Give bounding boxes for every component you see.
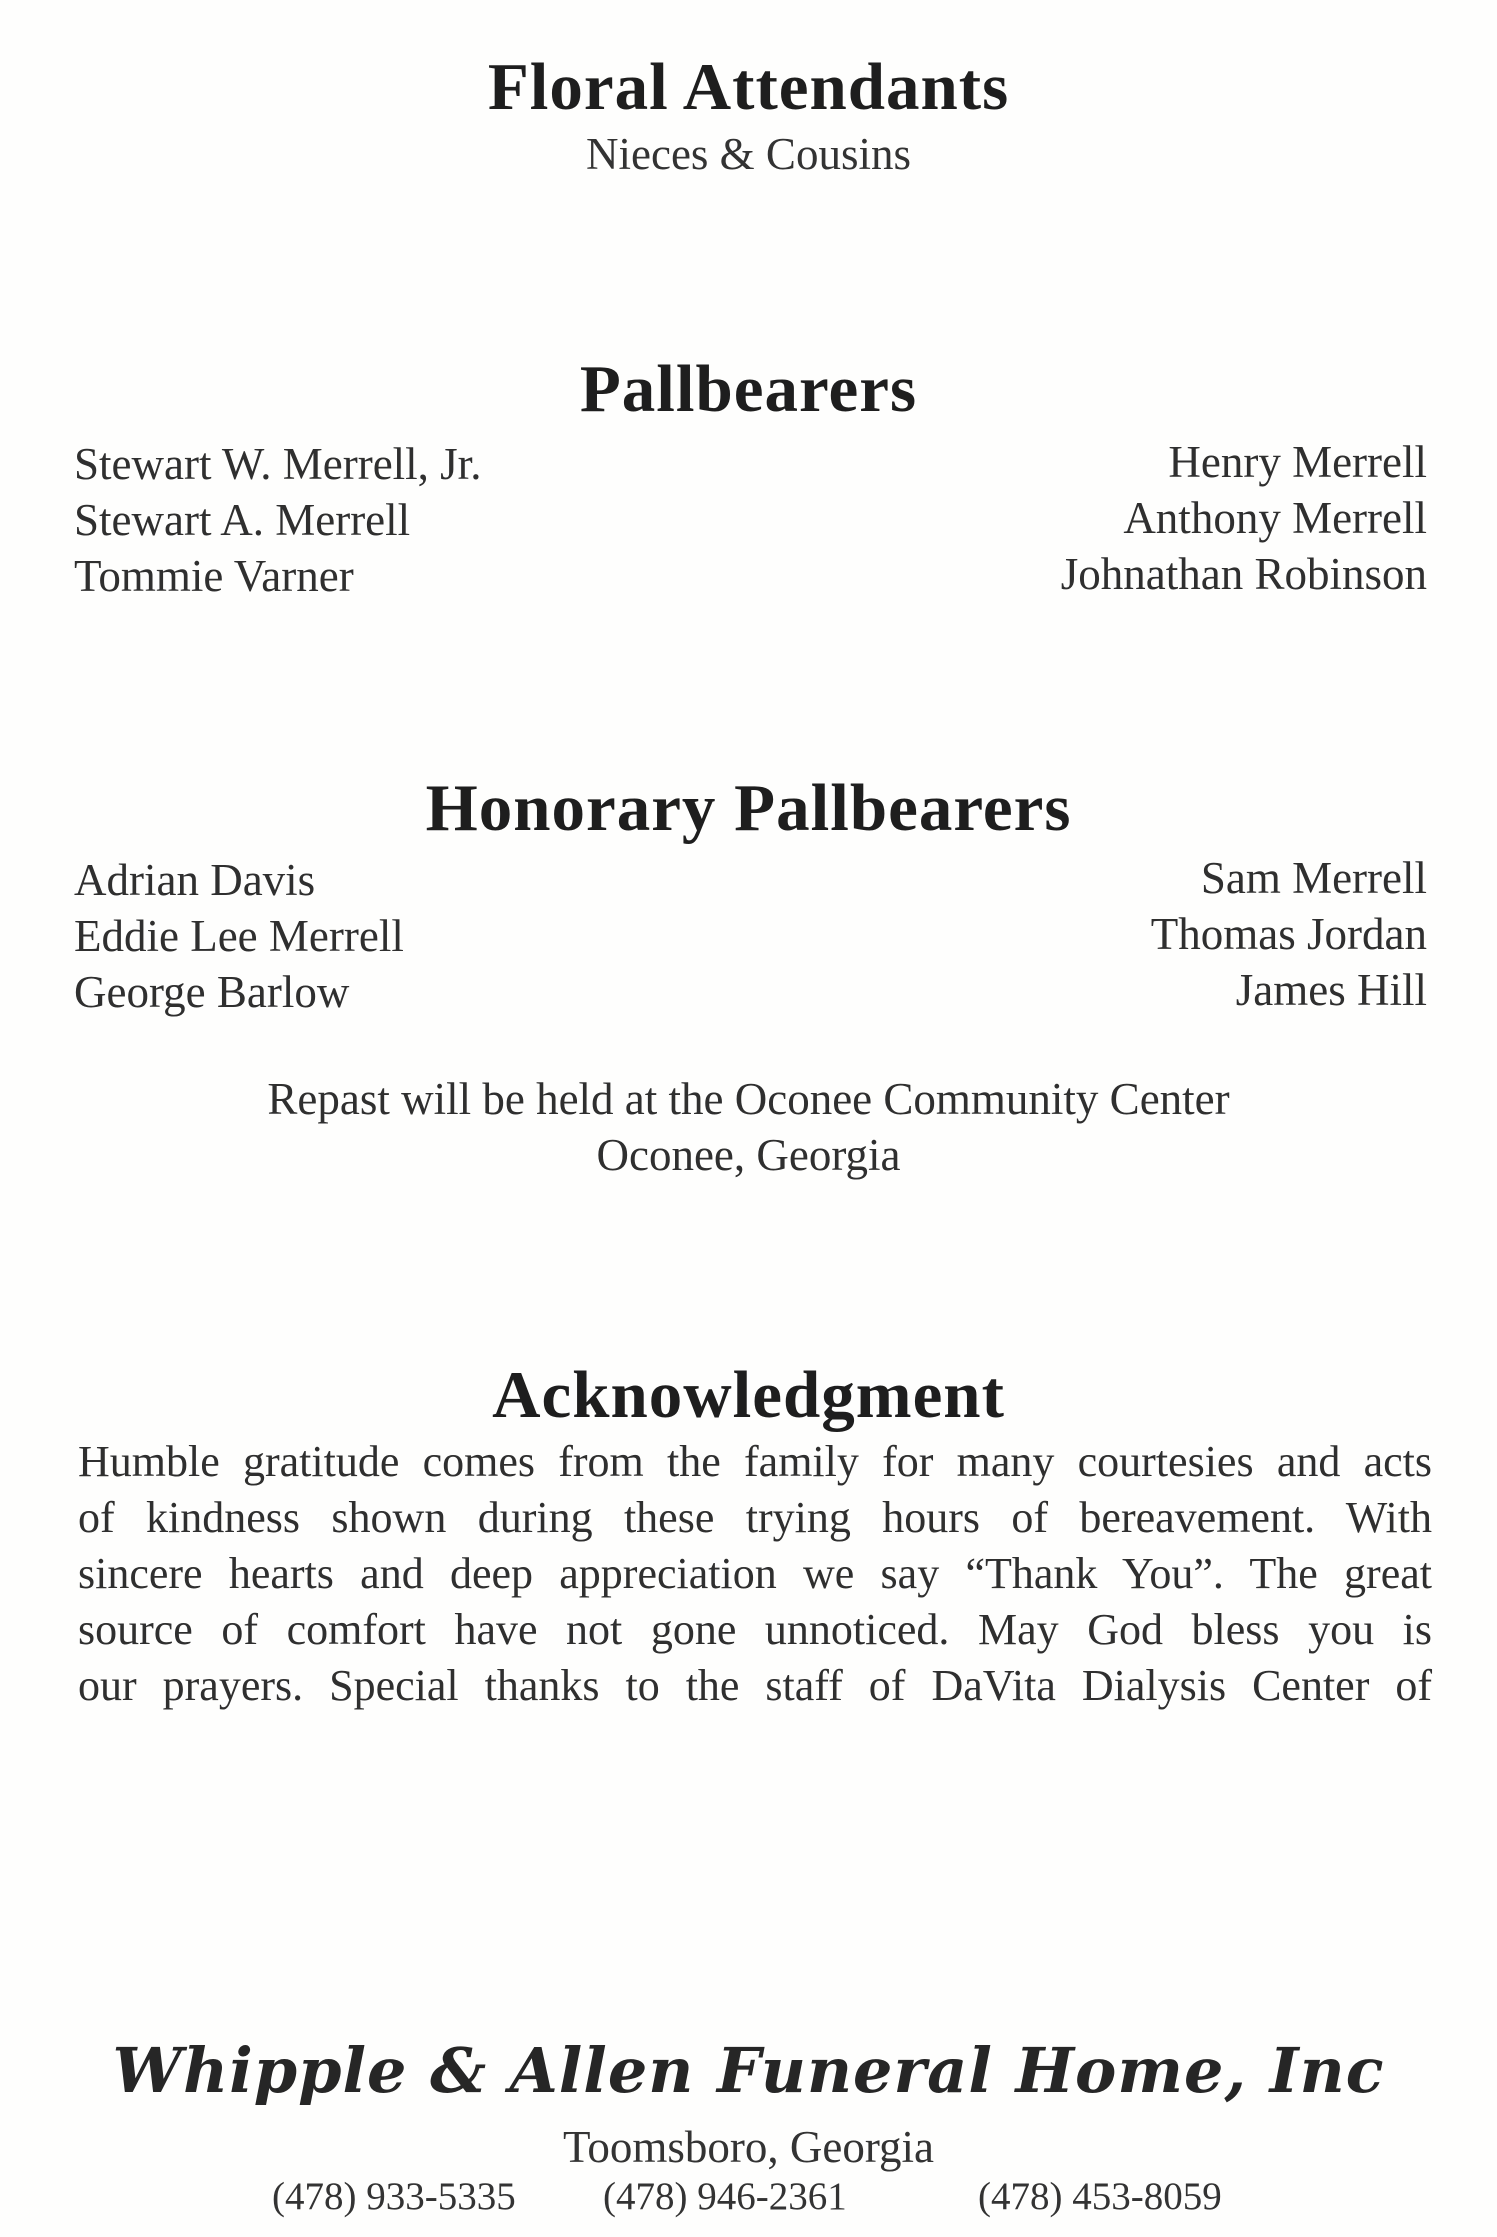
floral-attendants-names: Nieces & Cousins [586,129,911,179]
honorary-left-column [74,852,404,1020]
pallbearers-right-column [1061,434,1427,602]
funeral-home-city: Toomsboro, Georgia [563,2122,934,2172]
honorary-pallbearers-heading: Honorary Pallbearers [425,771,1072,845]
phone-number: (478) 453-8059 [978,2175,1222,2218]
honorary-pallbearer-name: Eddie Lee Merrell [74,911,404,961]
repast-location: Repast will be held at the Oconee Community Center [267,1074,1230,1124]
repast-city: Oconee, Georgia [596,1130,901,1180]
acknowledgment-paragraph [78,1434,1432,1714]
pallbearers-heading: Pallbearers [579,352,918,426]
phone-number: (478) 946-2361 [603,2175,847,2218]
pallbearer-name: Anthony Merrell [1123,493,1427,543]
acknowledgment-line: our prayers. Special thanks to the staff of DaVita Dialysis Center of [78,1661,1432,1710]
honorary-pallbearer-name: Sam Merrell [1200,853,1427,903]
acknowledgment-heading: Acknowledgment [492,1358,1005,1432]
acknowledgment-line: source of comfort have not gone unnoticed. May God bless you is [78,1605,1432,1654]
pallbearer-name: Stewart A. Merrell [74,495,411,545]
acknowledgment-line: sincere hearts and deep appreciation we say “Thank You”. The great [78,1549,1432,1598]
pallbearer-name: Henry Merrell [1168,437,1427,487]
honorary-pallbearer-name: Thomas Jordan [1150,909,1427,959]
honorary-right-column [1151,850,1427,1018]
acknowledgment-line: of kindness shown during these trying hours of bereavement. With [78,1493,1432,1542]
acknowledgment-line: Humble gratitude comes from the family for many courtesies and acts [78,1437,1432,1486]
pallbearer-name: Tommie Varner [74,551,354,601]
honorary-pallbearer-name: George Barlow [74,967,350,1017]
pallbearer-name: Johnathan Robinson [1060,549,1427,599]
honorary-pallbearer-name: James Hill [1235,965,1427,1015]
funeral-home-name: Whipple & Allen Funeral Home, Inc [112,2034,1385,2107]
honorary-pallbearer-name: Adrian Davis [74,855,316,905]
floral-attendants-heading: Floral Attendants [487,50,1010,124]
phone-number: (478) 933-5335 [272,2175,516,2218]
pallbearers-left-column [74,436,481,604]
pallbearer-name: Stewart W. Merrell, Jr. [74,439,482,489]
